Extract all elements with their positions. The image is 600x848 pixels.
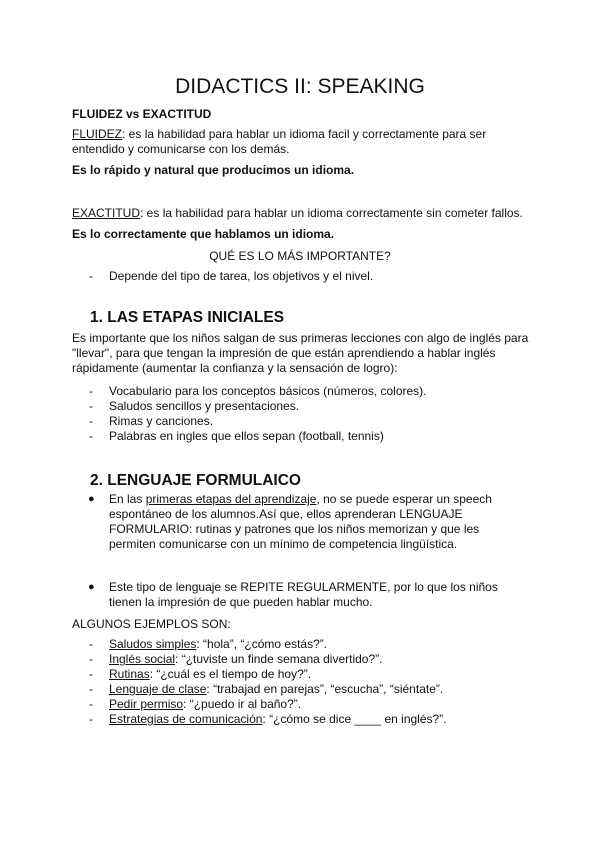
- fluidez-term: FLUIDEZ: [72, 127, 123, 141]
- question-answer-list: [72, 269, 532, 284]
- dash-marker: -: [89, 269, 93, 283]
- subtitle: FLUIDEZ vs EXACTITUD: [72, 107, 212, 121]
- list-item: - Vocabulario para los conceptos básicos (números, colores).: [89, 384, 427, 398]
- list-item: - Lenguaje de clase: “trabajad en parejas”, “escucha”, “siéntate”.: [89, 682, 444, 696]
- bullet-marker: ●: [88, 581, 95, 593]
- fluidez-definition-text: : es la habilidad para hablar un idioma facil y correctamente para ser entendido y comunicarse con los demás.: [72, 127, 487, 156]
- section-2-bullets-1: [72, 492, 527, 552]
- list-item: - Estrategias de comunicación: “¿cómo se dice ____ en inglés?”.: [89, 712, 447, 726]
- list-item: - Pedir permiso: “¿puedo ir al baño?”.: [89, 697, 302, 711]
- list-item: - Rimas y canciones.: [89, 414, 214, 428]
- exactitud-summary: Es lo correctamente que hablamos un idioma.: [72, 227, 335, 241]
- exactitud-definition: [72, 206, 542, 221]
- section-2-bullets-2: [72, 580, 527, 610]
- section-1-list: [72, 384, 532, 444]
- fluidez-summary: Es lo rápido y natural que producimos un idioma.: [72, 163, 355, 177]
- bullet-marker: ●: [88, 493, 95, 505]
- exactitud-term: EXACTITUD: [72, 206, 141, 220]
- section-1-heading: 1. LAS ETAPAS INICIALES: [90, 309, 285, 326]
- list-item: ● Este tipo de lenguaje se REPITE REGULARMENTE, por lo que los niños tienen la impresión de que pueden hablar mucho.: [88, 580, 498, 609]
- exactitud-definition-text: : es la habilidad para hablar un idioma correctamente sin cometer fallos.: [140, 206, 523, 220]
- list-item: - Rutinas: “¿cuál es el tiempo de hoy?”.: [89, 667, 312, 681]
- list-item: - Depende del tipo de tarea, los objetivos y el nivel.: [89, 269, 374, 283]
- list-item: - Inglés social: “¿tuviste un finde semana divertido?”.: [89, 652, 383, 666]
- section-2-heading: 2. LENGUAJE FORMULAICO: [90, 472, 301, 489]
- list-item: ● En las primeras etapas del aprendizaje, no se puede esperar un speech espontáneo de los alumnos.Así que, ellos aprenderan LENGUAJE FORMULARIO: rutinas y patrones que los niños memorizan y que les permiten comunicarse con un mínimo de competencia lingüística.: [88, 492, 492, 551]
- list-item: - Palabras en ingles que ellos sepan (football, tennis): [89, 429, 384, 443]
- question-heading: QUÉ ES LO MÁS IMPORTANTE?: [209, 249, 391, 263]
- section-1-intro: Es importante que los niños salgan de sus primeras lecciones con algo de inglés para "llevar", para que tengan la impresión de que están aprendiendo a hablar inglés rápidamente (aumentar la confianza y la sensación de logro):: [72, 331, 529, 375]
- highlighted-phrase: primeras etapas del aprendizaje: [145, 492, 317, 506]
- fluidez-definition: [72, 127, 512, 157]
- page-title: DIDACTICS II: SPEAKING: [175, 75, 425, 98]
- examples-list: [72, 637, 542, 727]
- list-item: - Saludos simples: “hola”, “¿cómo estás?”.: [89, 637, 328, 651]
- examples-label: ALGUNOS EJEMPLOS SON:: [72, 617, 231, 631]
- list-item: - Saludos sencillos y presentaciones.: [89, 399, 300, 413]
